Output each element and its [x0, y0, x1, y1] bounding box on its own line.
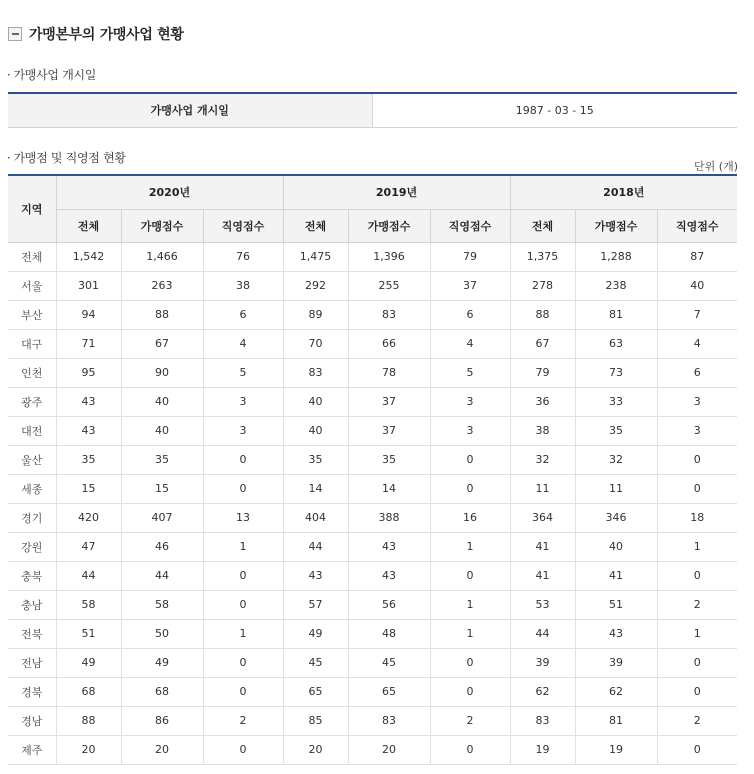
value-cell: 5: [203, 358, 283, 387]
value-cell: 1,375: [510, 242, 575, 271]
subcolumn-header: 가맹점수: [575, 209, 657, 242]
region-cell: 대구: [8, 329, 56, 358]
table-row: [8, 271, 737, 300]
region-cell: 경기: [8, 503, 56, 532]
value-cell: 41: [510, 561, 575, 590]
value-cell: 41: [575, 561, 657, 590]
value-cell: 45: [283, 648, 348, 677]
value-cell: 58: [121, 590, 203, 619]
value-cell: 4: [657, 329, 737, 358]
table-row: [8, 300, 737, 329]
table-row: [8, 561, 737, 590]
value-cell: 18: [657, 503, 737, 532]
value-cell: 86: [121, 706, 203, 735]
value-cell: 1: [430, 532, 510, 561]
value-cell: 13: [203, 503, 283, 532]
region-cell: 울산: [8, 445, 56, 474]
table-row: [8, 93, 737, 127]
value-cell: 19: [510, 735, 575, 764]
value-cell: 0: [430, 445, 510, 474]
value-cell: 388: [348, 503, 430, 532]
value-cell: 5: [430, 358, 510, 387]
value-cell: 0: [203, 561, 283, 590]
value-cell: 0: [430, 677, 510, 706]
value-cell: 0: [430, 735, 510, 764]
value-cell: 41: [510, 532, 575, 561]
value-cell: 263: [121, 271, 203, 300]
region-cell: 광주: [8, 387, 56, 416]
value-cell: 1,542: [56, 242, 121, 271]
table-row: [8, 706, 737, 735]
value-cell: 3: [657, 387, 737, 416]
collapse-toggle-button[interactable]: [8, 27, 22, 41]
region-cell: 서울: [8, 271, 56, 300]
opening-date-heading: · 가맹사업 개시일: [7, 68, 97, 82]
table-row: [8, 416, 737, 445]
region-cell: 세종: [8, 474, 56, 503]
table-row: [8, 358, 737, 387]
value-cell: 255: [348, 271, 430, 300]
value-cell: 78: [348, 358, 430, 387]
value-cell: 20: [121, 735, 203, 764]
table-row: [8, 387, 737, 416]
value-cell: 1,396: [348, 242, 430, 271]
subcolumn-header: 전체: [56, 209, 121, 242]
value-cell: 35: [56, 445, 121, 474]
value-cell: 404: [283, 503, 348, 532]
value-cell: 66: [348, 329, 430, 358]
value-cell: 62: [510, 677, 575, 706]
value-cell: 0: [657, 474, 737, 503]
value-cell: 1: [203, 619, 283, 648]
value-cell: 76: [203, 242, 283, 271]
value-cell: 1: [203, 532, 283, 561]
value-cell: 71: [56, 329, 121, 358]
value-cell: 2: [203, 706, 283, 735]
header-row-years: [8, 175, 737, 209]
value-cell: 49: [283, 619, 348, 648]
unit-label: 단위 (개): [694, 160, 738, 173]
value-cell: 50: [121, 619, 203, 648]
subcolumn-header: 직영점수: [203, 209, 283, 242]
value-cell: 49: [121, 648, 203, 677]
value-cell: 95: [56, 358, 121, 387]
value-cell: 83: [283, 358, 348, 387]
region-cell: 부산: [8, 300, 56, 329]
value-cell: 33: [575, 387, 657, 416]
value-cell: 81: [575, 706, 657, 735]
table-row: [8, 242, 737, 271]
table-row: [8, 648, 737, 677]
value-cell: 0: [203, 474, 283, 503]
value-cell: 420: [56, 503, 121, 532]
opening-date-label: 가맹사업 개시일: [8, 93, 372, 127]
value-cell: 15: [56, 474, 121, 503]
value-cell: 43: [575, 619, 657, 648]
value-cell: 79: [510, 358, 575, 387]
value-cell: 43: [283, 561, 348, 590]
value-cell: 14: [348, 474, 430, 503]
value-cell: 4: [203, 329, 283, 358]
stores-table: [8, 174, 737, 765]
value-cell: 44: [283, 532, 348, 561]
value-cell: 1,475: [283, 242, 348, 271]
value-cell: 1: [657, 532, 737, 561]
value-cell: 49: [56, 648, 121, 677]
value-cell: 35: [121, 445, 203, 474]
value-cell: 94: [56, 300, 121, 329]
value-cell: 301: [56, 271, 121, 300]
subcolumn-header: 가맹점수: [121, 209, 203, 242]
table-row: [8, 532, 737, 561]
value-cell: 46: [121, 532, 203, 561]
value-cell: 70: [283, 329, 348, 358]
value-cell: 3: [203, 416, 283, 445]
value-cell: 43: [348, 532, 430, 561]
value-cell: 20: [56, 735, 121, 764]
value-cell: 3: [430, 387, 510, 416]
value-cell: 3: [657, 416, 737, 445]
value-cell: 1: [657, 619, 737, 648]
value-cell: 48: [348, 619, 430, 648]
value-cell: 85: [283, 706, 348, 735]
table-row: [8, 590, 737, 619]
opening-date-heading-text: 가맹사업 개시일: [13, 68, 97, 82]
value-cell: 58: [56, 590, 121, 619]
year-header: 2019년: [283, 175, 510, 209]
value-cell: 7: [657, 300, 737, 329]
value-cell: 0: [657, 561, 737, 590]
subcolumn-header: 직영점수: [430, 209, 510, 242]
value-cell: 0: [203, 445, 283, 474]
value-cell: 4: [430, 329, 510, 358]
region-cell: 제주: [8, 735, 56, 764]
value-cell: 81: [575, 300, 657, 329]
value-cell: 62: [575, 677, 657, 706]
value-cell: 44: [510, 619, 575, 648]
value-cell: 73: [575, 358, 657, 387]
opening-date-value: 1987 - 03 - 15: [372, 93, 737, 127]
table-row: [8, 503, 737, 532]
value-cell: 238: [575, 271, 657, 300]
value-cell: 407: [121, 503, 203, 532]
subcolumn-header: 직영점수: [657, 209, 737, 242]
stores-table-body: [8, 242, 737, 764]
page-title: 가맹본부의 가맹사업 현황: [29, 27, 184, 43]
value-cell: 44: [121, 561, 203, 590]
value-cell: 14: [283, 474, 348, 503]
value-cell: 65: [348, 677, 430, 706]
table-row: [8, 619, 737, 648]
value-cell: 38: [203, 271, 283, 300]
value-cell: 292: [283, 271, 348, 300]
value-cell: 32: [575, 445, 657, 474]
value-cell: 38: [510, 416, 575, 445]
table-row: [8, 677, 737, 706]
value-cell: 40: [283, 387, 348, 416]
value-cell: 37: [430, 271, 510, 300]
region-cell: 충남: [8, 590, 56, 619]
region-cell: 경남: [8, 706, 56, 735]
value-cell: 0: [657, 648, 737, 677]
value-cell: 0: [203, 648, 283, 677]
value-cell: 0: [657, 735, 737, 764]
value-cell: 88: [121, 300, 203, 329]
table-row: [8, 445, 737, 474]
value-cell: 51: [575, 590, 657, 619]
region-cell: 강원: [8, 532, 56, 561]
value-cell: 67: [121, 329, 203, 358]
value-cell: 1,466: [121, 242, 203, 271]
value-cell: 15: [121, 474, 203, 503]
value-cell: 20: [348, 735, 430, 764]
stores-heading: · 가맹점 및 직영점 현황: [7, 151, 126, 165]
region-cell: 전체: [8, 242, 56, 271]
value-cell: 79: [430, 242, 510, 271]
value-cell: 0: [657, 445, 737, 474]
value-cell: 40: [283, 416, 348, 445]
year-header: 2018년: [510, 175, 737, 209]
value-cell: 40: [121, 387, 203, 416]
value-cell: 43: [348, 561, 430, 590]
value-cell: 89: [283, 300, 348, 329]
value-cell: 11: [510, 474, 575, 503]
value-cell: 44: [56, 561, 121, 590]
value-cell: 35: [575, 416, 657, 445]
value-cell: 40: [575, 532, 657, 561]
value-cell: 2: [657, 706, 737, 735]
value-cell: 32: [510, 445, 575, 474]
value-cell: 0: [657, 677, 737, 706]
value-cell: 16: [430, 503, 510, 532]
stores-heading-text: 가맹점 및 직영점 현황: [13, 151, 126, 165]
value-cell: 83: [510, 706, 575, 735]
value-cell: 43: [56, 387, 121, 416]
value-cell: 87: [657, 242, 737, 271]
value-cell: 47: [56, 532, 121, 561]
value-cell: 68: [56, 677, 121, 706]
table-row: [8, 735, 737, 764]
value-cell: 53: [510, 590, 575, 619]
region-cell: 전북: [8, 619, 56, 648]
value-cell: 37: [348, 416, 430, 445]
value-cell: 3: [430, 416, 510, 445]
value-cell: 278: [510, 271, 575, 300]
value-cell: 0: [203, 677, 283, 706]
value-cell: 40: [121, 416, 203, 445]
value-cell: 67: [510, 329, 575, 358]
region-cell: 대전: [8, 416, 56, 445]
value-cell: 65: [283, 677, 348, 706]
value-cell: 51: [56, 619, 121, 648]
value-cell: 6: [430, 300, 510, 329]
value-cell: 11: [575, 474, 657, 503]
year-header: 2020년: [56, 175, 283, 209]
value-cell: 2: [657, 590, 737, 619]
value-cell: 68: [121, 677, 203, 706]
value-cell: 45: [348, 648, 430, 677]
header-row-subcolumns: [8, 209, 737, 242]
value-cell: 35: [348, 445, 430, 474]
value-cell: 90: [121, 358, 203, 387]
value-cell: 39: [575, 648, 657, 677]
table-row: [8, 329, 737, 358]
value-cell: 39: [510, 648, 575, 677]
region-cell: 경북: [8, 677, 56, 706]
section-header: [8, 24, 184, 44]
opening-date-table: [8, 92, 737, 128]
value-cell: 3: [203, 387, 283, 416]
value-cell: 88: [510, 300, 575, 329]
subcolumn-header: 전체: [283, 209, 348, 242]
value-cell: 88: [56, 706, 121, 735]
value-cell: 83: [348, 300, 430, 329]
value-cell: 0: [203, 590, 283, 619]
region-cell: 인천: [8, 358, 56, 387]
value-cell: 0: [203, 735, 283, 764]
value-cell: 346: [575, 503, 657, 532]
value-cell: 364: [510, 503, 575, 532]
value-cell: 57: [283, 590, 348, 619]
subcolumn-header: 가맹점수: [348, 209, 430, 242]
subcolumn-header: 전체: [510, 209, 575, 242]
value-cell: 0: [430, 648, 510, 677]
value-cell: 83: [348, 706, 430, 735]
value-cell: 56: [348, 590, 430, 619]
value-cell: 6: [203, 300, 283, 329]
region-header: 지역: [8, 175, 56, 242]
value-cell: 36: [510, 387, 575, 416]
value-cell: 6: [657, 358, 737, 387]
value-cell: 0: [430, 474, 510, 503]
table-row: [8, 474, 737, 503]
value-cell: 20: [283, 735, 348, 764]
value-cell: 43: [56, 416, 121, 445]
value-cell: 63: [575, 329, 657, 358]
value-cell: 37: [348, 387, 430, 416]
value-cell: 35: [283, 445, 348, 474]
region-cell: 전남: [8, 648, 56, 677]
region-cell: 충북: [8, 561, 56, 590]
value-cell: 1: [430, 590, 510, 619]
value-cell: 40: [657, 271, 737, 300]
value-cell: 19: [575, 735, 657, 764]
value-cell: 1,288: [575, 242, 657, 271]
value-cell: 0: [430, 561, 510, 590]
value-cell: 2: [430, 706, 510, 735]
value-cell: 1: [430, 619, 510, 648]
minus-icon: [12, 33, 19, 35]
